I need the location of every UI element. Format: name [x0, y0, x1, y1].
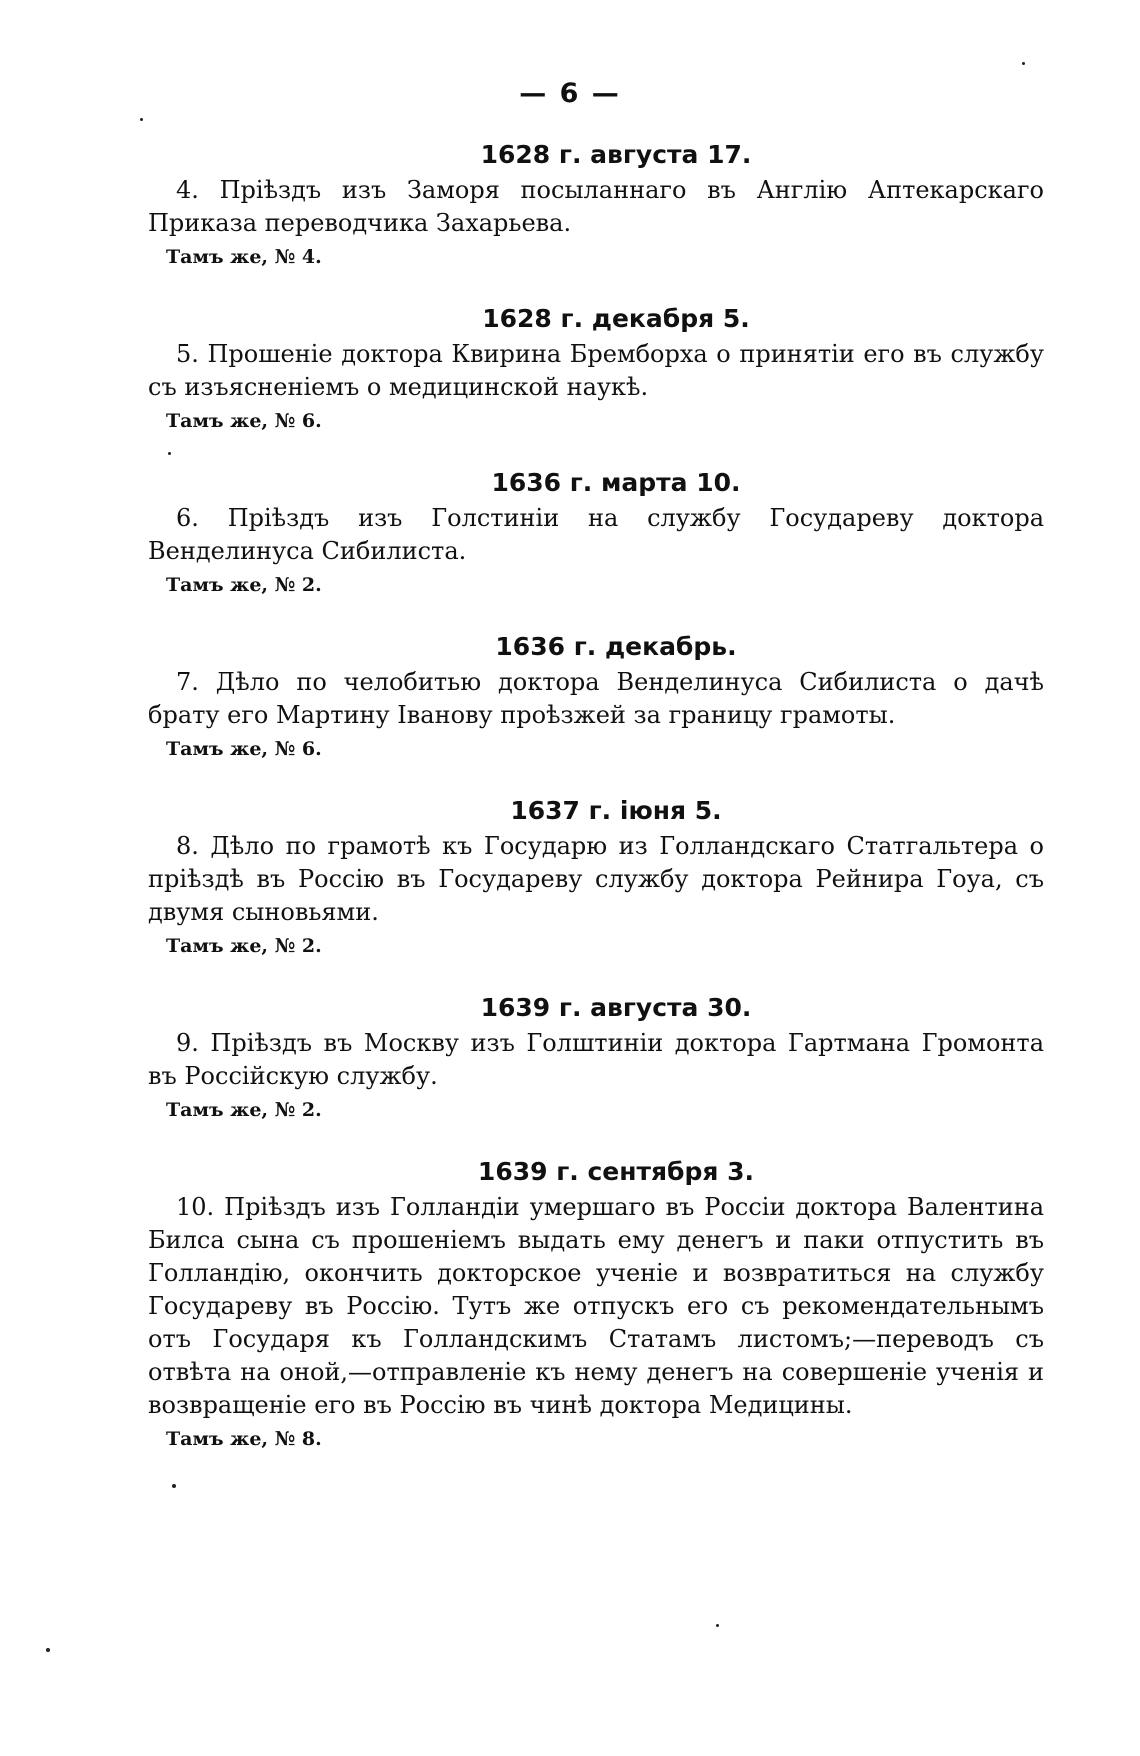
entry-list: [148, 138, 1044, 1484]
entry: [148, 794, 1044, 959]
entry: [148, 302, 1044, 434]
entry-text: 4. Прiѣздъ изъ Заморя посыланнаго въ Англiю Аптекарскаго Приказа переводчика Захарьева.: [148, 176, 1044, 237]
entry-text: 10. Прiѣздъ изъ Голландiи умершаго въ Россiи доктора Валентина Билса сына съ прошенiемъ выдать ему денегъ и паки отпустить въ Голландiю, окончить докторское ученiе и возвратиться на службу Государеву въ Россiю. Тутъ же отпускъ его съ рекомендательнымъ отъ Государя къ Голландскимъ Статамъ листомъ;—переводъ съ отвѣта на оной,—отправленiе къ нему денегъ на совершенiе ученiя и возвращенiе его въ Россiю въ чинѣ доктора Медицины.: [148, 1193, 1044, 1419]
scan-speck: [172, 1484, 176, 1488]
scan-speck: [46, 1648, 50, 1652]
entry-date: 1628 г. декабря 5.: [482, 304, 750, 333]
entry-reference: Тамъ же, № 6.: [166, 410, 322, 432]
entry: [148, 991, 1044, 1123]
scan-speck: [1022, 62, 1025, 65]
scan-speck: [140, 118, 143, 121]
entry: [148, 1155, 1044, 1452]
entry-date: 1628 г. августа 17.: [480, 140, 752, 169]
entry-date: 1636 г. декабрь.: [495, 632, 737, 661]
entry-reference: Тамъ же, № 4.: [166, 246, 322, 268]
entry-reference: Тамъ же, № 2.: [166, 574, 322, 596]
entry-text: 5. Прошенiе доктора Квирина Бремборха о принятiи его въ службу съ изъясненiемъ о медицинской наукѣ.: [148, 340, 1044, 401]
entry: [148, 466, 1044, 598]
entry-reference: Тамъ же, № 2.: [166, 935, 322, 957]
entry-text: 9. Прiѣздъ въ Москву изъ Голштинiи доктора Гартмана Громонта въ Россiйскую службу.: [148, 1029, 1044, 1090]
entry-date: 1639 г. сентября 3.: [477, 1157, 755, 1186]
entry-reference: Тамъ же, № 6.: [166, 738, 322, 760]
entry: [148, 630, 1044, 762]
entry-reference: Тамъ же, № 8.: [166, 1428, 322, 1450]
entry-date: 1637 г. iюня 5.: [510, 796, 722, 825]
entry-date: 1639 г. августа 30.: [480, 993, 752, 1022]
entry-reference: Тамъ же, № 2.: [166, 1099, 322, 1121]
entry-text: 8. Дѣло по грамотѣ къ Государю из Голландскаго Статгальтера о прiѣздѣ въ Россiю въ Государеву службу доктора Рейнира Гоуа, съ двумя сыновьями.: [148, 832, 1044, 926]
entry-text: 6. Прiѣздъ изъ Голстинiи на службу Государеву доктора Венделинуса Сибилиста.: [148, 504, 1044, 565]
scan-speck: [716, 1624, 719, 1627]
page-number: — 6 —: [519, 78, 621, 109]
entry: [148, 138, 1044, 270]
entry-date: 1636 г. марта 10.: [491, 468, 741, 497]
entry-text: 7. Дѣло по челобитью доктора Венделинуса Сибилиста о дачѣ брату его Мартину Iванову проѣзжей за границу грамоты.: [148, 668, 1044, 729]
scan-speck: [168, 452, 171, 455]
